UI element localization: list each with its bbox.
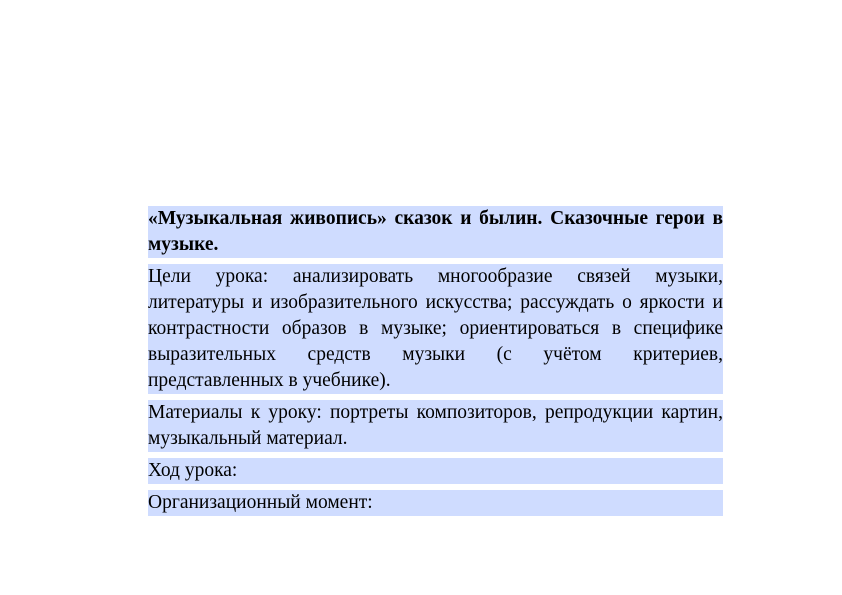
lesson-goals-paragraph: Цели урока: анализировать многообразие связей музыки, литературы и изобразительного искусства; рассуждать о яркости и контрастности образов в музыке; ориентироваться в специфике выразительных средств музыки (с учётом критериев, представленных в учебнике). (148, 264, 723, 394)
lesson-text-block (148, 206, 723, 516)
organizational-moment-heading: Организационный момент: (148, 490, 723, 516)
lesson-progress-heading: Ход урока: (148, 458, 723, 484)
lesson-title: «Музыкальная живопись» сказок и былин. Сказочные герои в музыке. (148, 206, 723, 258)
lesson-materials-paragraph: Материалы к уроку: портреты композиторов, репродукции картин, музыкальный материал. (148, 400, 723, 452)
